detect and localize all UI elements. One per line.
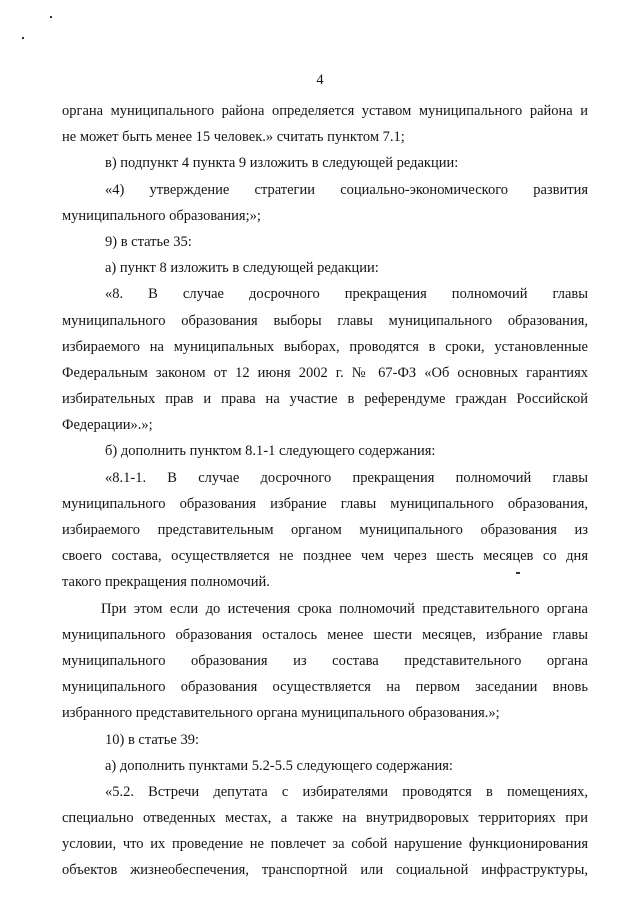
text-line: избираемого представительным органом муниципального образования из xyxy=(62,522,588,538)
text-line: При этом если до истечения срока полномочий представительного органа xyxy=(101,600,588,617)
text-line: Федеральным законом от 12 июня 2002 г. № 67-ФЗ «Об основных гарантиях xyxy=(62,364,588,381)
text-line: муниципального образования из состава представительного органа xyxy=(62,652,588,669)
text-line: муниципального образования избрание главы муниципального образования, xyxy=(62,495,588,512)
text-line: органа муниципального района определяется уставом муниципального района и xyxy=(62,103,588,119)
text-line: муниципального образования;»; xyxy=(62,207,261,224)
text-line: б) дополнить пунктом 8.1-1 следующего содержания: xyxy=(105,443,436,460)
text-line: 10) в статье 39: xyxy=(105,731,199,748)
text-line: Федерации».»; xyxy=(62,417,153,434)
text-line: избирательных прав и права на участие в референдуме граждан Российской xyxy=(62,391,588,408)
scan-speck xyxy=(22,37,24,39)
text-line: муниципального образования выборы главы муниципального образования, xyxy=(62,312,588,329)
text-line: условии, что их проведение не повлечет за собой нарушение функционирования xyxy=(62,836,588,853)
scan-speck xyxy=(50,16,52,18)
document-body xyxy=(62,98,588,884)
text-line: муниципального образования осуществляется на первом заседании вновь xyxy=(62,679,588,696)
text-line: «8.1-1. В случае досрочного прекращения полномочий главы xyxy=(105,469,588,486)
text-line: а) дополнить пунктами 5.2-5.5 следующего содержания: xyxy=(105,757,453,774)
text-line: объектов жизнеобеспечения, транспортной или социальной инфраструктуры, xyxy=(62,862,588,879)
text-line: в) подпункт 4 пункта 9 изложить в следующей редакции: xyxy=(105,155,459,172)
text-line: муниципального образования осталось менее шести месяцев, избрание главы xyxy=(62,626,588,643)
text-line: «4) утверждение стратегии социально-экономического развития xyxy=(105,181,588,198)
text-line: «5.2. Встречи депутата с избирателями проводятся в помещениях, xyxy=(105,783,588,800)
text-line: а) пункт 8 изложить в следующей редакции: xyxy=(105,260,379,277)
text-line: такого прекращения полномочий. xyxy=(62,574,270,591)
text-line: «8. В случае досрочного прекращения полномочий главы xyxy=(105,286,588,303)
page-number: 4 xyxy=(316,72,324,88)
text-line: избираемого на муниципальных выборах, проводятся в сроки, установленные xyxy=(62,338,588,355)
text-line: своего состава, осуществляется не позднее чем через шесть месяцев со дня xyxy=(62,548,588,565)
text-line: специально отведенных местах, а также на внутридворовых территориях при xyxy=(62,810,588,827)
text-line: 9) в статье 35: xyxy=(105,233,192,250)
text-line: избранного представительного органа муниципального образования.»; xyxy=(62,705,500,722)
text-line: не может быть менее 15 человек.» считать пунктом 7.1; xyxy=(62,129,405,146)
